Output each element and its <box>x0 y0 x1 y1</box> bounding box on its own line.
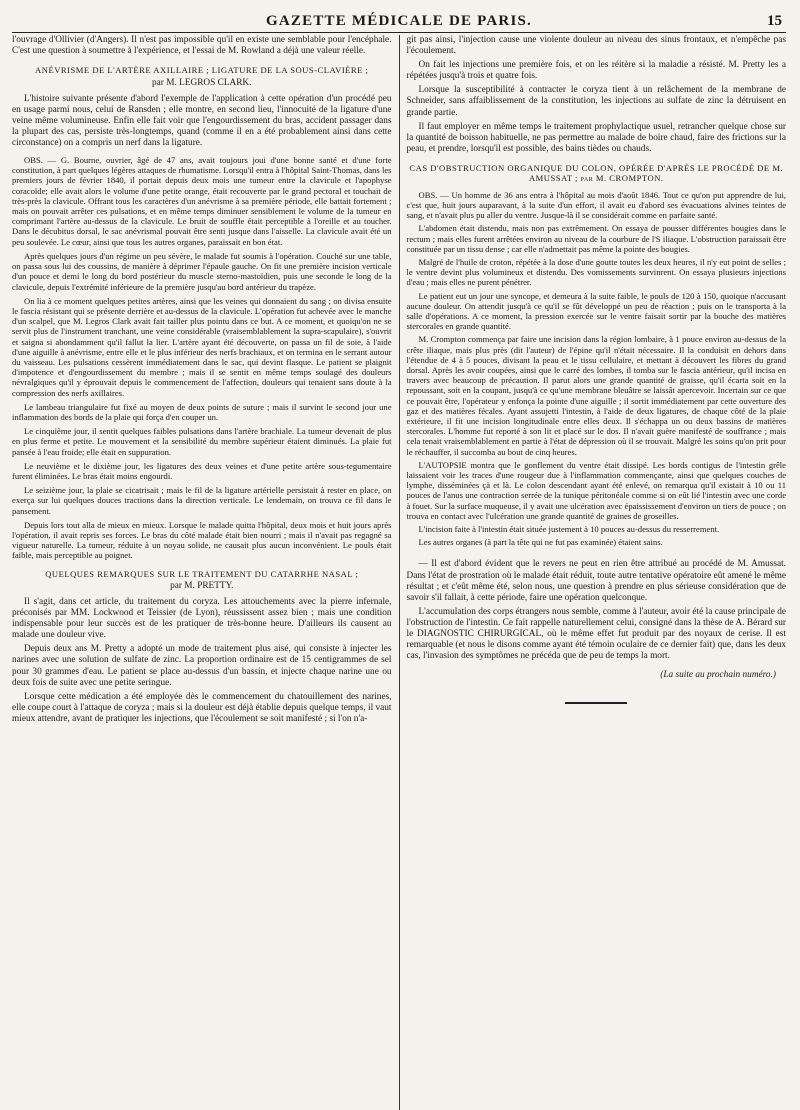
observation-paragraph: L'incision faite à l'intestin était située justement à 10 pouces au-dessus du resserrement. <box>418 524 720 535</box>
article-paragraph: Il s'agit, dans cet article, du traitement du coryza. Les attouchements avec la pierre infernale, préconisés par MM. Lockwood et Teissier (de Lyon), réussissent assez bien ; mais une condition indispensable pour leur succès est de les pratiquer de très-bonne heure. D'ailleurs ils causent au malade une douleur vive. <box>12 596 392 641</box>
observation-paragraph: On lia à ce moment quelques petites artères, ainsi que les veines qui donnaient du sang ; on divisa ensuite le fascia résistant qui se présente derrière et au-dessus de la clavicule. L'opération fut achevée avec le manche d'un scalpel, que M. Legros Clark avait fait tailler plus pointu dans ce but. A ce moment, et quoiqu'on ne se servit plus de l'instrument tranchant, une veine considérable (vraisemblablement la supra-scapulaire), s'ouvrit et saigna si abondamment qu'il fallut la lier. L'artère ayant été découverte, on passa un fil de soie, à l'aide d'une aiguille à anévrisme, entre elle et le plus inférieur des nerfs brachiaux, et on termina en le serrant autour du vaisseau. Les pulsations cessèrent immédiatement dans le sac, qui devint flasque. Le patient se plaignit d'impotence et d'engourdissement du membre ; mais il se sentit en même temps soulagé des douleurs névralgiques qu'il y éprouvait depuis le commencement de l'affection, douleurs qui tenaient sans doute à la compression des nerfs axillaires. <box>12 295 392 398</box>
continuation-paragraph: On fait les injections une première fois, et on les réitère si la maladie a résisté. M. Pretty les a répétées jusqu'à trois et quatre fois. <box>406 60 787 82</box>
article-paragraph: Lorsque cette médication a été employée dès le commencement du chatouillement des narines, elle coupe court à l'attaque de coryza ; mais si la douleur est déjà établie depuis quelque temps, il vaut mieux attendre, avant de pratiquer les injections, que l'écoulement se soit manifesté ; si l'on n'a- <box>12 691 392 724</box>
observation-paragraph: Le patient eut un jour une syncope, et demeura à la suite faible, le pouls de 120 à 150, quoique n'accusant aucune douleur. On attendit jusqu'à ce qu'il se fût développé un peu de réaction ; puis on le transporta à la salle d'opérations. A ce moment, la pression exercée sur le ventre faisait sortir par la bouche des matières stercorales en grande quantité. <box>406 290 787 332</box>
continuation-paragraph: Lorsque la susceptibilité à contracter le coryza tient à un relâchement de la membrane de Schneider, sans affaiblissement de la constitution, les injections au sulfate de zinc la détruisent en grande partie. <box>406 85 787 118</box>
observation-paragraph: M. Crompton commença par faire une incision dans la région lombaire, à 1 pouce environ au-dessus de la crête iliaque, mais plus près (dit l'auteur) de l'épine qu'il n'était nécessaire. Il la conduisit en dehors dans l'étendue de 4 à 5 pouces, divisant la peau et le tissu cellulaire, et mettant à découvert les fibres du grand dorsal. Après les avoir coupées, ainsi que le carré des lombes, il tomba sur le fascia antérieur, qu'il incisa en travers avec beaucoup de précaution. Il parut alors une grande quantité de graisse, qu'il écarta soit en la repoussant, soit en la coupant, jusqu'à ce qu'une membrane bleuâtre se laissât apercevoir. Incertain sur ce que ce pouvait être, l'opérateur y enfonça la pointe d'une aiguille ; il sortit immédiatement par cette ouverture des gaz et des matières fécales. Ayant assujetti l'intestin, à l'aide de deux ligatures, de chaque côté de la plaie extérieure, il fit une incision longitudinale entre elles deux. Il s'échappa un ou deux bassins de matières stercorales. L'homme fut reporté à son lit et placé sur le dos. Il n'avait guère manifesté de souffrance ; mais cela tenait vraisemblablement en partie à l'état de dépression où il se trouvait. Malgré les soins qu'on prit pour le réchauffer, il succomba au bout de cinq heures. <box>406 334 787 457</box>
article-paragraph: Depuis deux ans M. Pretty a adopté un mode de traitement plus aisé, qui consiste à injecter les narines avec une solution de sulfate de zinc. La proportion ordinaire est de 15 centigrammes de sel pour 30 grammes d'eau. Le patient se place au-dessus d'un bassin, et injecte chaque narine une ou deux fois de suite avec une petite seringue. <box>12 644 392 688</box>
observation-paragraph: OBS. — Un homme de 36 ans entra à l'hôpital au mois d'août 1846. Tout ce qu'on put apprendre de lui, c'est que, huit jours auparavant, à la suite d'un effort, il avait eu d'abord ses évacuations alvines teintes de sang, et n'avait plus pu aller du ventre. Jusque-là il se considérait comme en parfaite santé. <box>406 189 787 221</box>
observation-paragraph: Depuis lors tout alla de mieux en mieux. Lorsque le malade quitta l'hôpital, deux mois et huit jours après l'opération, il avait repris ses forces. Le bras du côté malade était bien nourri ; mais il n'avait pas regagné sa vigueur naturelle. La tumeur, réduite à un noyau solide, ne causait plus aucun inconvénient. Le pouls était faible, mais perceptible au poignet. <box>12 519 392 561</box>
observation-paragraph: Le lambeau triangulaire fut fixé au moyen de deux points de suture ; mais il survint le second jour une inflammation des bords de la plaie qui força d'en couper un. <box>12 401 392 422</box>
commentary-paragraph: L'accumulation des corps étrangers nous semble, comme à l'auteur, avoir été la cause principale de l'obstruction de l'intestin. Ce fait rappelle naturellement celui, consigné dans la thèse de A. Bérard sur le DIAGNOSTIC CHIRURGICAL, où le même effet fut produit par des noyaux de cerise. Il est remarquable (et nous le disons comme ayant été témoin oculaire de ce dernier fait) que, dans les deux cas, l'invasion des symptômes ne précéda que de peu de temps la mort. <box>406 606 787 662</box>
article-author-legros-clark: par M. LEGROS CLARK. <box>152 77 252 88</box>
continuation-paragraph: git pas ainsi, l'injection cause une violente douleur au niveau des sinus frontaux, et n'empêche pas l'écoulement. <box>406 35 787 57</box>
end-rule <box>565 702 627 704</box>
column-divider <box>399 35 400 1110</box>
observation-paragraph: L'AUTOPSIE montra que le gonflement du ventre était dissipé. Les bords contigus de l'intestin grêle laissaient voir les traces d'une rougeur due à l'inflammation commençante, ainsi que quelques couches de lymphe, disséminées çà et là. Le colon descendant ayant été enlevé, on remarqua qu'il existait à 10 ou 11 pouces de l'anus une contraction serrée de la tunique péritonéale comme si on eût lié l'intestin avec une corde à fouet. Sur la surface muqueuse, il y avait une ulcération avec épaississement d'environ un tiers de pouce ; on trouva en contact avec l'ulcération une grande quantité de graines de groseilles. <box>406 459 787 521</box>
observation-paragraph: Le neuvième et le dixième jour, les ligatures des deux veines et d'une petite artère sous-tegumentaire furent éliminées. Le bras était moins engourdi. <box>12 460 392 481</box>
article-author-pretty: par M. PRETTY. <box>170 580 234 591</box>
observation-paragraph: Le cinquième jour, il sentit quelques faibles pulsations dans l'artère brachiale. La tumeur devenait de plus en plus ferme et petite. Le mouvement et la sensibilité du membre supérieur étaient diminués. La plaie fut pansée à l'eau froide; elle était en suppuration. <box>12 426 392 457</box>
observation-paragraph: Le seizième jour, la plaie se cicatrisait ; mais le fil de la ligature artérielle persistait à rester en place, on exerça sur lui quelques douces tractions dans la direction verticale. Le lendemain, on trouva ce fil dans le pansement. <box>12 485 392 516</box>
commentary-paragraph: — Il est d'abord évident que le revers ne peut en rien être attribué au procédé de M. Amussat. Dans l'état de prostration où le malade était réduit, toute autre tentative opératoire eût amené le même résultat ; et c'eût même été, selon nous, une question à prendre en plus sérieuse considération que de savoir s'il fallait, à cette période, faire une opération quelconque. <box>406 559 787 603</box>
observation-paragraph: Après quelques jours d'un régime un peu sévère, le malade fut soumis à l'opération. Couché sur une table, on passa sous lui des coussins, de manière à déprimer l'épaule gauche. On fit une première incision verticale d'un pouce et demi le long du bord postérieur du muscle sterno-mastoïdien, puis une seconde le long de la clavicule, depuis l'extrémité inférieure de la première jusqu'au bord antérieur du trapèze. <box>12 250 392 292</box>
observation-paragraph: Malgré de l'huile de croton, répétée à la dose d'une goutte toutes les deux heures, il n'y eut point de selles ; le ventre devint plus volumineux et distendu. Des vomissements survinrent. On essaya plusieurs injections d'eau ; mais elles ne purent pénétrer. <box>406 256 787 288</box>
right-column <box>401 35 787 1110</box>
article-title-aneurysm: ANÉVRISME DE L'ARTÈRE AXILLAIRE ; LIGATURE DE LA SOUS-CLAVIÈRE ; <box>35 65 369 76</box>
left-column <box>12 35 398 1110</box>
article-title-nasal-catarrh: QUELQUES REMARQUES SUR LE TRAITEMENT DU CATARRHE NASAL ; <box>45 568 359 579</box>
intro-paragraph: l'ouvrage d'Ollivier (d'Angers). Il n'est pas impossible qu'il en existe une semblable pour l'encéphale. C'est une question à soumettre à l'expérience, et l'essai de M. Rowland a déjà une valeur réelle. <box>12 35 392 57</box>
observation-paragraph: Les autres organes (à part la tête qui ne fut pas examinée) étaient sains. <box>418 537 663 548</box>
observation-paragraph: OBS. — G. Bourne, ouvrier, âgé de 47 ans, avait toujours joui d'une bonne santé et d'une forte constitution, à part quelques légères attaques de rhumatisme. Lorsqu'il entra à l'hôpital Saint-Thomas, dans les premiers jours de février 1840, il portait depuis deux mois une tumeur entre la clavicule et l'apophyse coracoïde; elle avait alors le volume d'une petite orange, était recouverte par le grand pectoral et touchait de très-près la clavicule. Offrant tous les caractères d'un anévrisme à sa première période, elle battait fortement ; mais on pouvait arrêter ces pulsations, et en même temps diminuer sensiblement le volume de la tumeur en comprimant l'artère au-dessus de la clavicule. Le bruit de souffle était perceptible à l'oreille et au toucher. Dans le décubitus dorsal, le sac anévrismal pouvait être senti jusque dans l'aisselle. La clavicule avait été un peu soulevée. Le cœur, ainsi que tous les autres organes, paraissait en bon état. <box>12 155 392 247</box>
continuation-paragraph: Il faut employer en même temps le traitement prophylactique usuel, retrancher quelque chose sur la quantité de boisson habituelle, ne pas permettre au malade de boire chaud, faire des frictions sur la peau, et prendre, lorsqu'il est possible, des bains tièdes ou chauds. <box>406 121 787 154</box>
journal-title: GAZETTE MÉDICALE DE PARIS. <box>266 13 532 29</box>
page-header <box>12 10 786 33</box>
page-number: 15 <box>767 13 782 29</box>
continuation-note: (La suite au prochain numéro.) <box>660 670 777 681</box>
observation-paragraph: L'abdomen était distendu, mais non pas extrêmement. On essaya de pousser différentes bougies dans le rectum ; mais elles furent arrêtées environ au niveau de la courbure de l'S iliaque. L'obstruction paraissait être constituée par un tissu dense ; car elle n'admettait pas même la pointe des bougies. <box>406 223 787 254</box>
columns <box>12 35 786 1110</box>
article-paragraph: L'histoire suivante présente d'abord l'exemple de l'application à cette opération d'un procédé peu en usage parmi nous, celui de Ransden ; elle montre, en second lieu, l'innocuité de la ligature d'une veine même volumineuse. Enfin elle fait voir que l'engourdissement du bras, accident passager dans la plupart des cas, persiste très-longtemps, quand (comme il en a été probablement ainsi dans cette circonstance) on a compris un nerf dans la ligature. <box>12 93 392 148</box>
article-title-colon-obstruction: CAS D'OBSTRUCTION ORGANIQUE DU COLON, OPÉRÉE D'APRÈS LE PROCÉDÉ DE M. AMUSSAT ; par M. CROMPTON. <box>409 162 784 184</box>
